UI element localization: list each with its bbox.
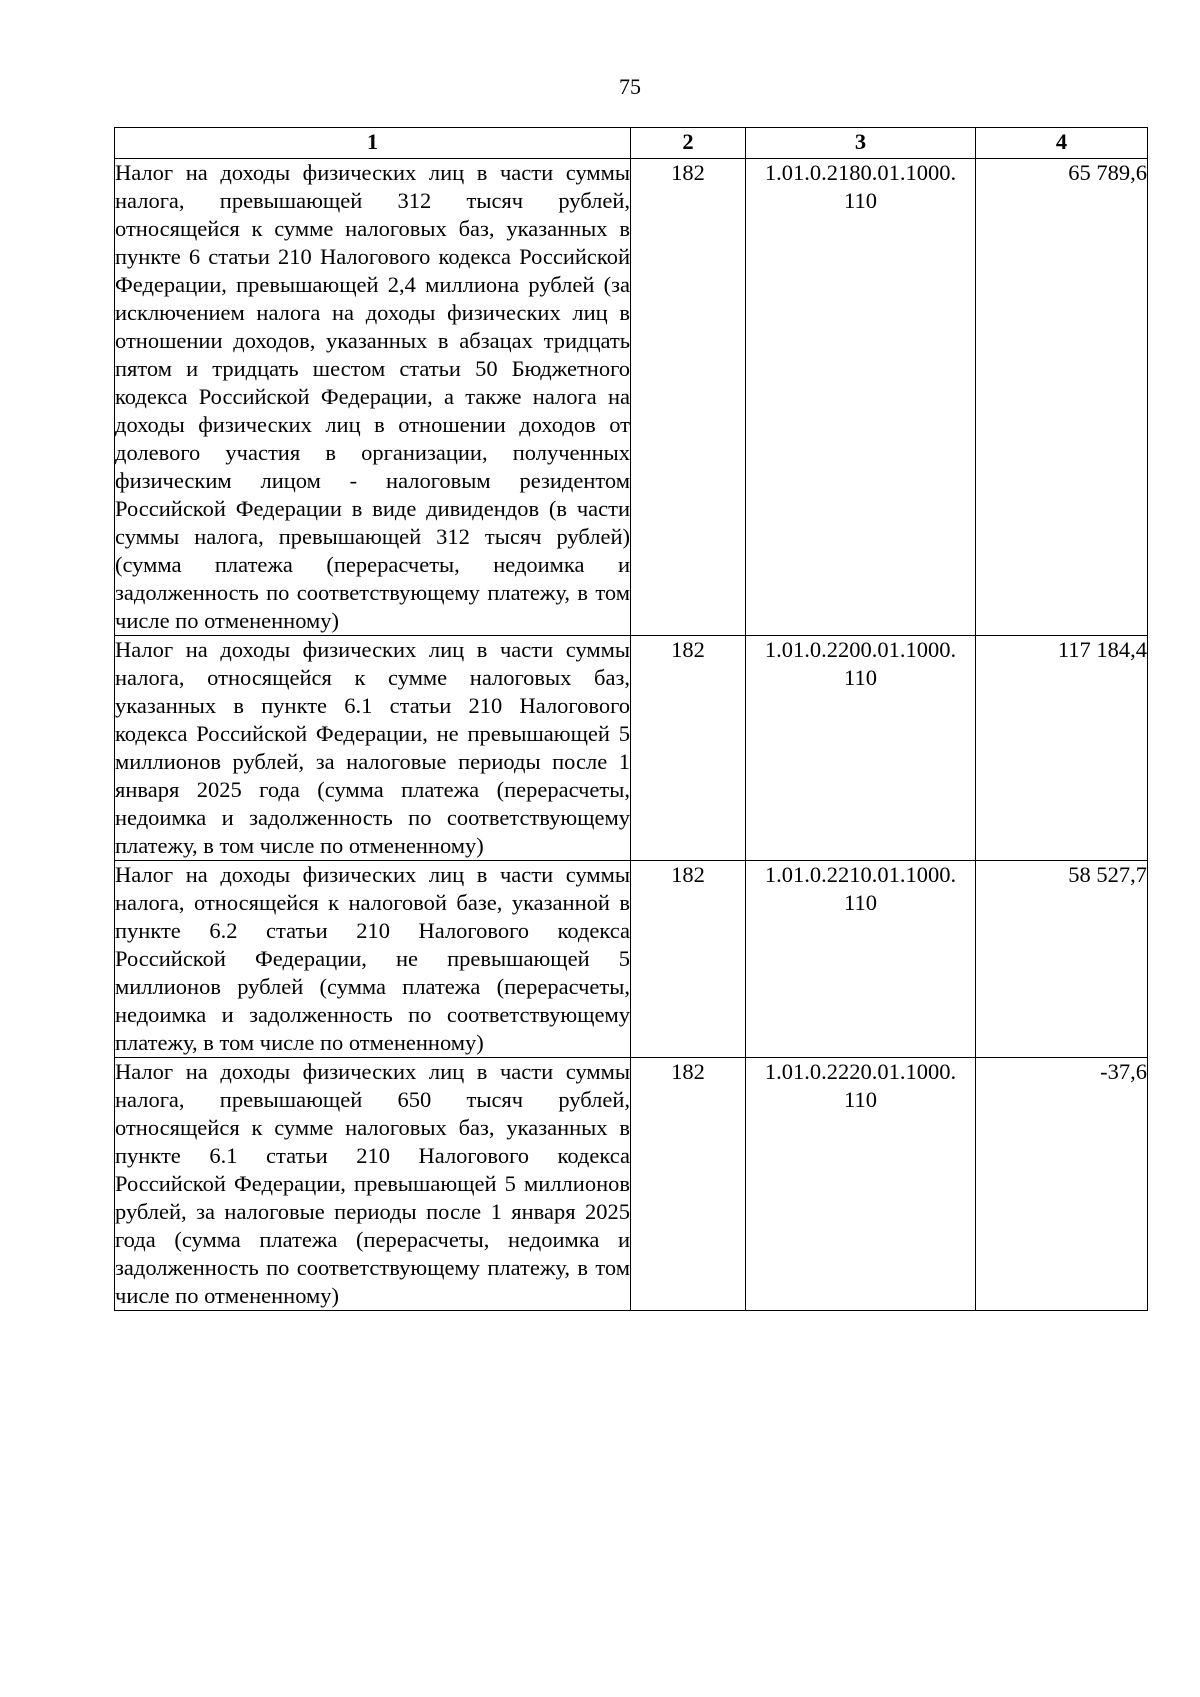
- admin-code: 182: [631, 1058, 746, 1311]
- table-row: [115, 159, 1148, 636]
- income-description: Налог на доходы физических лиц в части суммы налога, превышающей 312 тысяч рублей, относящейся к сумме налоговых баз, указанных в пункте 6 статьи 210 Налогового кодекса Российской Федерации, превышающей 2,4 миллиона рублей (за исключением налога на доходы физических лиц в отношении доходов, указанных в абзацах тридцать пятом и тридцать шестом статьи 50 Бюджетного кодекса Российской Федерации, а также налога на доходы физических лиц в отношении доходов от долевого участия в организации, полученных физическим лицом - налоговым резидентом Российской Федерации в виде дивидендов (в части суммы налога, превышающей 312 тысяч рублей) (сумма платежа (перерасчеты, недоимка и задолженность по соответствующему платежу, в том числе по отмененному): [115, 159, 631, 636]
- amount-value: 65 789,6: [976, 159, 1148, 636]
- budget-classification-code: 1.01.0.2180.01.1000. 110: [746, 159, 976, 636]
- amount-value: 117 184,4: [976, 636, 1148, 861]
- admin-code: 182: [631, 861, 746, 1058]
- budget-classification-code: 1.01.0.2200.01.1000. 110: [746, 636, 976, 861]
- page-number: 75: [619, 74, 641, 99]
- table-header-row: [115, 128, 1148, 159]
- column-header-2: 2: [631, 128, 746, 159]
- budget-classification-code: 1.01.0.2220.01.1000. 110: [746, 1058, 976, 1311]
- table-row: [115, 1058, 1148, 1311]
- amount-value: -37,6: [976, 1058, 1148, 1311]
- table-row: [115, 636, 1148, 861]
- admin-code: 182: [631, 636, 746, 861]
- budget-classification-code: 1.01.0.2210.01.1000. 110: [746, 861, 976, 1058]
- amount-value: 58 527,7: [976, 861, 1148, 1058]
- income-description: Налог на доходы физических лиц в части суммы налога, относящейся к сумме налоговых баз, указанных в пункте 6.1 статьи 210 Налогового кодекса Российской Федерации, не превышающей 5 миллионов рублей, за налоговые периоды после 1 января 2025 года (сумма платежа (перерасчеты, недоимка и задолженность по соответствующему платежу, в том числе по отмененному): [115, 636, 631, 861]
- income-description: Налог на доходы физических лиц в части суммы налога, относящейся к налоговой базе, указанной в пункте 6.2 статьи 210 Налогового кодекса Российской Федерации, не превышающей 5 миллионов рублей (сумма платежа (перерасчеты, недоимка и задолженность по соответствующему платежу, в том числе по отмененному): [115, 861, 631, 1058]
- column-header-1: 1: [115, 128, 631, 159]
- income-description: Налог на доходы физических лиц в части суммы налога, превышающей 650 тысяч рублей, относящейся к сумме налоговых баз, указанных в пункте 6.1 статьи 210 Налогового кодекса Российской Федерации, превышающей 5 миллионов рублей, за налоговые периоды после 1 января 2025 года (сумма платежа (перерасчеты, недоимка и задолженность по соответствующему платежу, в том числе по отмененному): [115, 1058, 631, 1311]
- revenue-table: [114, 127, 1148, 1311]
- table-row: [115, 861, 1148, 1058]
- column-header-4: 4: [976, 128, 1148, 159]
- column-header-3: 3: [746, 128, 976, 159]
- admin-code: 182: [631, 159, 746, 636]
